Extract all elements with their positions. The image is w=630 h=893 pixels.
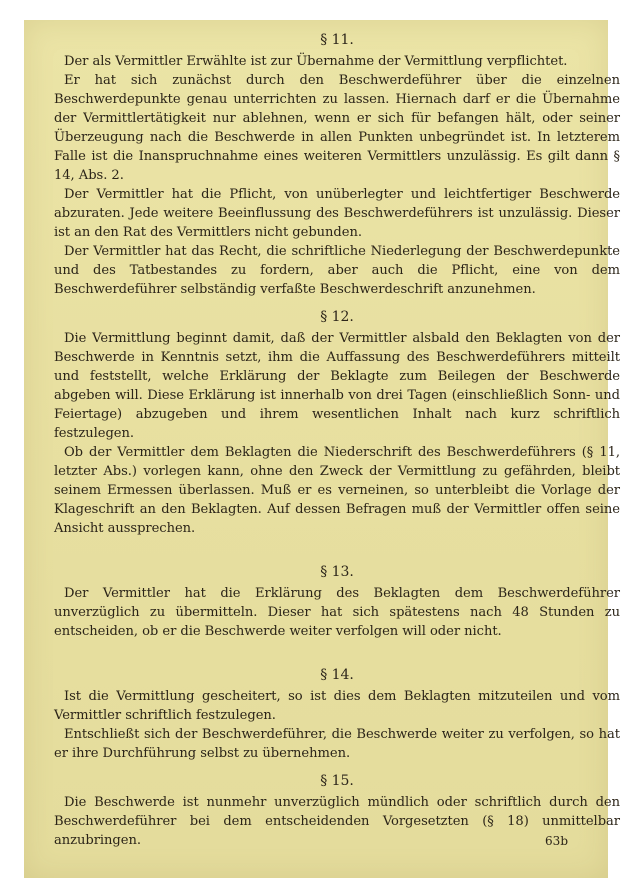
section-heading: § 11. xyxy=(320,32,354,48)
paragraph: Der Vermittler hat die Erklärung des Beklagten dem Beschwerdeführer unverzüglich zu übermitteln. Dieser hat sich spätestens nach 48 Stunden zu entscheiden, ob er die Beschwerde weiter verfolgen will oder nicht. xyxy=(54,586,620,639)
section-14 xyxy=(54,665,620,763)
section-15 xyxy=(54,771,620,850)
section-heading: § 14. xyxy=(320,667,354,683)
paragraph: Entschließt sich der Beschwerdeführer, die Beschwerde weiter zu verfolgen, so hat er ihre Durchführung selbst zu übernehmen. xyxy=(54,727,620,761)
page-text xyxy=(54,30,620,850)
paragraph: Ob der Vermittler dem Beklagten die Niederschrift des Beschwerdeführers (§ 11, letzter Abs.) vorlegen kann, ohne den Zweck der Vermittlung zu gefährden, bleibt seinem Ermessen überlassen. Muß er es verneinen, so unterbleibt die Vorlage der Klageschrift an den Beklagten. Auf dessen Befragen muß der Vermittler offen seine Ansicht aussprechen. xyxy=(54,445,620,536)
section-heading: § 13. xyxy=(320,564,354,580)
paragraph: Der als Vermittler Erwählte ist zur Übernahme der Vermittlung verpflichtet. xyxy=(64,54,568,69)
section-heading: § 15. xyxy=(320,773,354,789)
section-13 xyxy=(54,562,620,641)
page-number: 63b xyxy=(545,834,568,848)
section-12 xyxy=(54,307,620,538)
paragraph: Ist die Vermittlung gescheitert, so ist dies dem Beklagten mitzuteilen und vom Vermittler schriftlich festzulegen. xyxy=(54,689,620,723)
paragraph: Er hat sich zunächst durch den Beschwerdeführer über die einzelnen Beschwerdepunkte genau unterrichten zu lassen. Hiernach darf er die Übernahme der Vermittlertätigkeit nur ablehnen, wenn er sich für befangen hält, oder seiner Überzeugung nach die Beschwerde in allen Punkten unbegründet ist. In letzterem Falle ist die Inanspruchnahme eines weiteren Vermittlers unzulässig. Es gilt dann § 14, Abs. 2. xyxy=(54,73,620,183)
document-page xyxy=(24,20,620,878)
paragraph: Die Vermittlung beginnt damit, daß der Vermittler alsbald den Beklagten von der Beschwerde in Kenntnis setzt, ihm die Auffassung des Beschwerdeführers mitteilt und feststellt, welche Erklärung der Beklagte zum Beilegen der Beschwerde abgeben will. Diese Erklärung ist innerhalb von drei Tagen (einschließlich Sonn- und Feiertage) abzugeben und ihrem wesentlichen Inhalt nach kurz schriftlich festzulegen. xyxy=(54,331,620,441)
paragraph: Der Vermittler hat die Pflicht, von unüberlegter und leichtfertiger Beschwerde abzuraten. Jede weitere Beeinflussung des Beschwerdeführers ist unzulässig. Dieser ist an den Rat des Vermittlers nicht gebunden. xyxy=(54,187,620,240)
section-heading: § 12. xyxy=(320,309,354,325)
paragraph: Der Vermittler hat das Recht, die schriftliche Niederlegung der Beschwerdepunkte und des Tatbestandes zu fordern, aber auch die Pflicht, eine von dem Beschwerdeführer selbständig verfaßte Beschwerdeschrift anzunehmen. xyxy=(54,244,620,297)
paragraph: Die Beschwerde ist nunmehr unverzüglich mündlich oder schriftlich durch den Beschwerdeführer bei dem entscheidenden Vorgesetzten (§ 18) unmittelbar anzubringen. xyxy=(54,795,620,848)
section-11 xyxy=(54,30,620,299)
